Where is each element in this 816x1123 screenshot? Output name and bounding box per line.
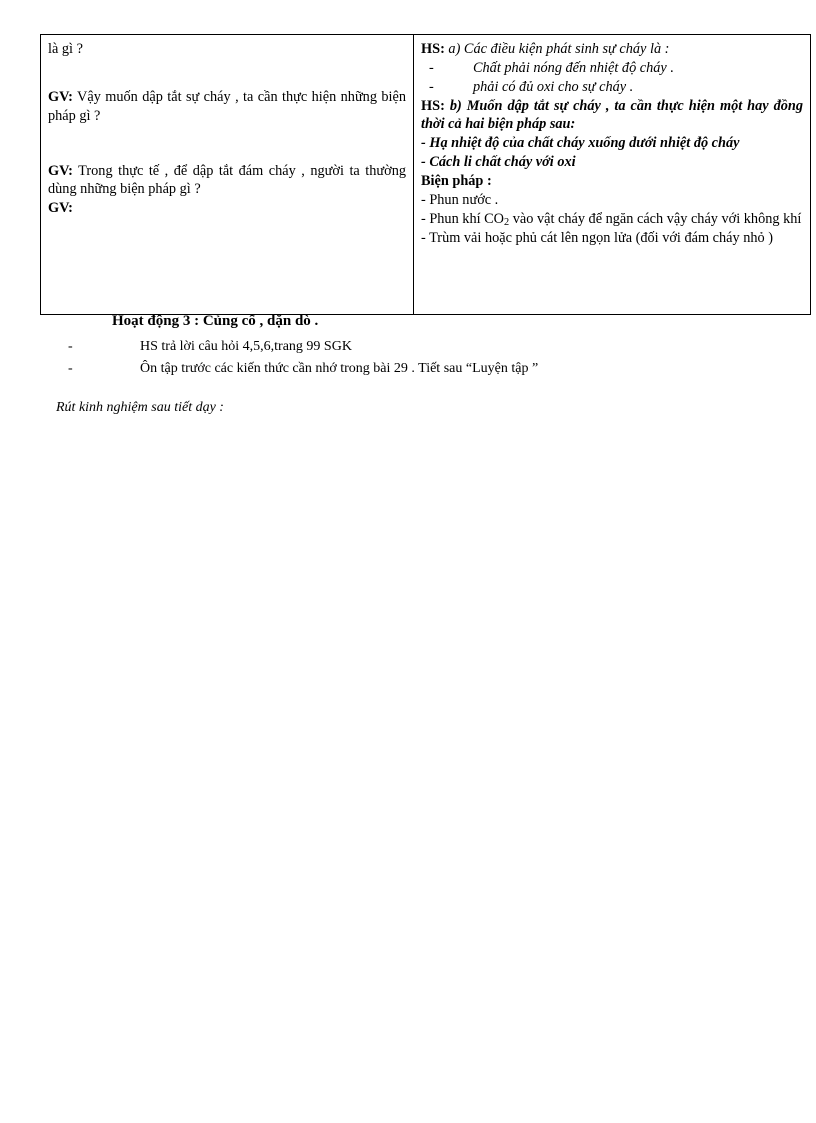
dash-marker: -: [68, 339, 73, 354]
gv-text-2: Trong thực tế , để dập tắt đám cháy , người ta thường dùng những biện pháp gì ?: [48, 162, 406, 198]
hs-text-a: a) Các điều kiện phát sinh sự cháy là :: [444, 41, 670, 57]
hs-subitem-a2: [421, 78, 803, 97]
bien-phap-item-2: [421, 210, 803, 229]
bp2-subscript: 2: [504, 217, 510, 229]
bien-phap-item-1: - Phun nước .: [421, 191, 499, 208]
activity-3-title: Hoạt động 3 : Củng cố , dặn dò .: [112, 313, 319, 329]
bp2-part-a: - Phun khí CO: [421, 210, 505, 227]
hs-answer-a: [421, 40, 803, 59]
bien-phap-item-3: - Trùm vải hoặc phủ cát lên ngọn lửa (đối với đám cháy nhỏ ): [421, 229, 774, 246]
hs-b-item-1: - Hạ nhiệt độ của chất cháy xuống dưới nhiệt độ cháy: [421, 135, 740, 152]
gv-label-1: GV:: [48, 88, 73, 105]
hs-label-a: HS:: [421, 41, 445, 57]
hs-answer-b: [421, 97, 803, 135]
list-item-text: Ôn tập trước các kiến thức cần nhớ trong bài 29 . Tiết sau “Luyện tập ”: [140, 360, 539, 376]
left-line-1: là gì ?: [48, 41, 83, 57]
list-item-text: HS trả lời câu hỏi 4,5,6,trang 99 SGK: [140, 339, 352, 354]
gv-question-1: [48, 88, 406, 126]
hs-subitem-a2-text: phải có đủ oxi cho sự cháy .: [473, 78, 634, 95]
dash-marker: -: [429, 78, 434, 95]
hs-subitem-a1: [421, 59, 803, 78]
lesson-plan-table: [40, 34, 811, 315]
teacher-activity-cell: [41, 35, 414, 315]
gv-label-3: GV:: [48, 200, 73, 217]
gv-text-1: Vậy muốn dập tắt sự cháy , ta cần thực hiện những biện pháp gì ?: [48, 88, 406, 124]
bp2-part-b: vào vật cháy để ngăn cách vậy cháy với không khí: [509, 210, 802, 227]
footer-note: Rút kinh nghiệm sau tiết dạy :: [56, 400, 224, 415]
hs-label-b: HS:: [421, 97, 445, 114]
hs-text-b: b) Muốn dập tắt sự cháy , ta cần thực hiện một hay đồng thời cả hai biện pháp sau:: [421, 97, 803, 133]
list-item: [68, 336, 744, 358]
hs-subitem-a1-text: Chất phải nóng đến nhiệt độ cháy .: [473, 59, 674, 76]
table-row: [41, 35, 811, 315]
dash-marker: -: [429, 59, 434, 76]
dash-marker: -: [68, 360, 73, 376]
activity-3-items: [68, 336, 744, 379]
gv-question-2: [48, 162, 406, 200]
bien-phap-label: Biện pháp :: [421, 173, 492, 190]
hs-b-item-2: - Cách li chất cháy với oxi: [421, 154, 576, 171]
student-activity-cell: [414, 35, 811, 315]
list-item: [68, 358, 744, 380]
gv-label-2: GV:: [48, 162, 73, 179]
